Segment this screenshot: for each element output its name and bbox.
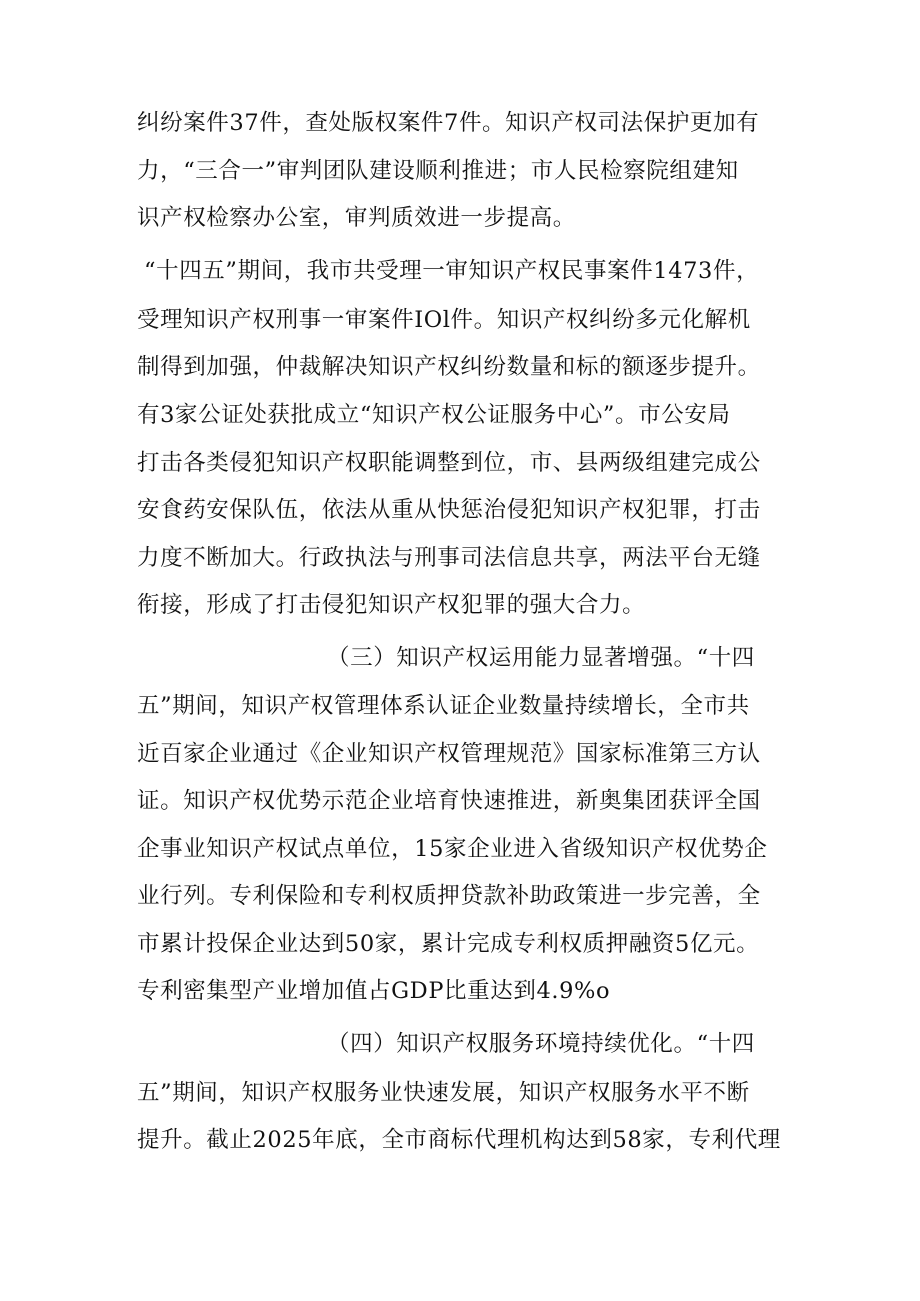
text-line: 五”期间，知识产权管理体系认证企业数量持续增长，全市共 [137,693,750,719]
section-heading-line: （三）知识产权运用能力显著增强。“十四 [327,645,755,671]
text-line: 业行列。专利保险和专利权质押贷款补助政策进一步完善，全 [137,883,761,909]
text-line: 受理知识产权刑事一审案件IOl件。知识产权纠纷多元化解机 [137,307,751,333]
text-line: 有3家公证处获批成立“知识产权公证服务中心”。市公安局 [137,402,731,428]
text-line: 力度不断加大。行政执法与刑事司法信息共享，两法平台无缝 [137,545,761,571]
text-line: 力，“三合一”审判团队建设顺利推进；市人民检察院组建知 [137,158,739,184]
text-line: 纠纷案件37件，查处版权案件7件。知识产权司法保护更加有 [137,110,760,136]
text-line: 专利密集型产业增加值占GDP比重达到4.9%o [137,978,611,1004]
text-line: 制得到加强，仲裁解决知识产权纠纷数量和标的额逐步提升。 [137,354,761,380]
text-line: 提升。截止2025年底，全市商标代理机构达到58家，专利代理 [137,1127,781,1153]
text-line: 企事业知识产权试点单位，15家企业进入省级知识产权优势企 [137,836,768,862]
text-line: 识产权检察办公室，审判质效进一步提高。 [137,205,576,231]
text-line: 证。知识产权优势示范企业培育快速推进，新奥集团获评全国 [137,788,761,814]
text-line: “十四五”期间，我市共受理一审知识产权民事案件1473件， [144,258,760,284]
text-line: 安食药安保队伍，依法从重从快惩治侵犯知识产权犯罪，打击 [137,497,761,523]
text-line: 市累计投保企业达到50家，累计完成专利权质押融资5亿元。 [137,931,760,957]
text-line: 近百家企业通过《企业知识产权管理规范》国家标准第三方认 [137,741,761,767]
text-line: 打击各类侵犯知识产权职能调整到位，市、县两级组建完成公 [137,450,761,476]
text-line: 衔接，形成了打击侵犯知识产权犯罪的强大合力。 [137,592,646,618]
section-heading-line: （四）知识产权服务环境持续优化。“十四 [327,1031,755,1057]
text-line: 五”期间，知识产权服务业快速发展，知识产权服务水平不断 [137,1080,750,1106]
